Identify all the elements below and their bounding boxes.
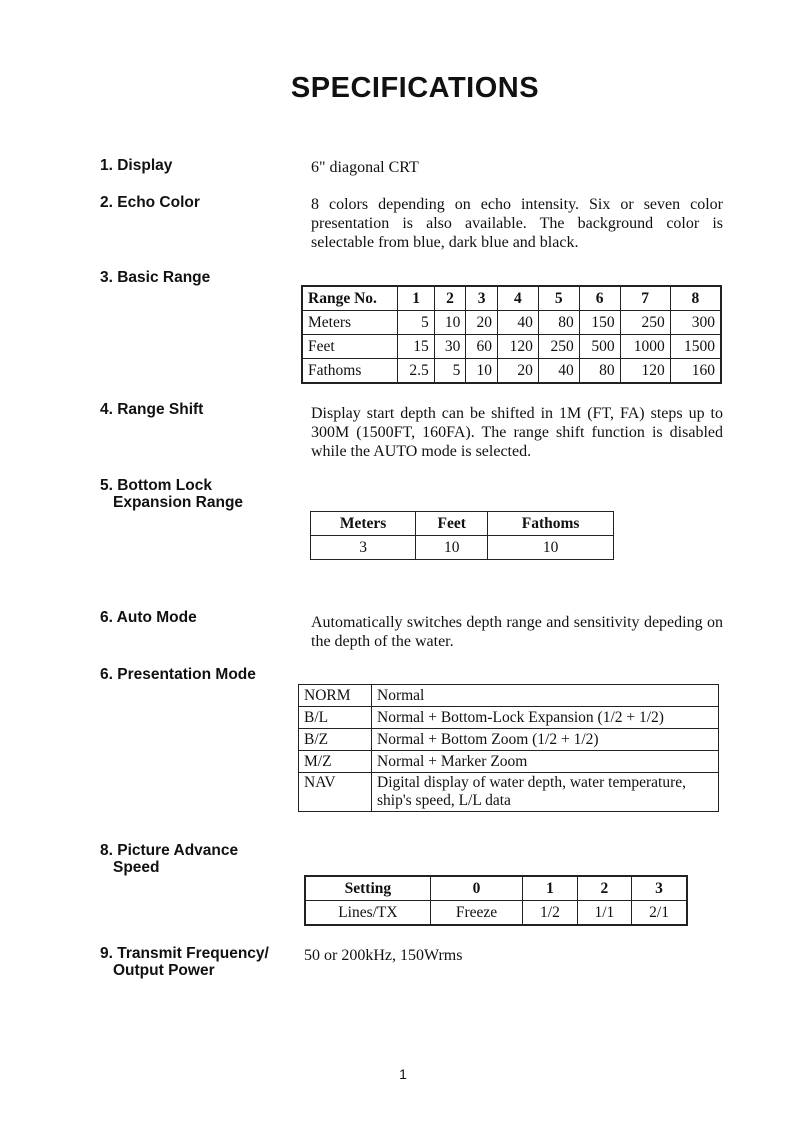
- table-cell: 2.5: [398, 359, 434, 384]
- table-cell: 120: [497, 335, 538, 359]
- table-cell: 1/1: [577, 901, 631, 926]
- table-cell: 5: [434, 359, 466, 384]
- table-cell: Normal + Marker Zoom: [372, 751, 719, 773]
- table-cell: 1: [398, 286, 434, 311]
- display-label: 1. Display: [100, 157, 173, 174]
- table-row: [311, 536, 614, 560]
- table-cell: Setting: [305, 876, 430, 901]
- table-cell: 2/1: [632, 901, 687, 926]
- transmit-label-line2: Output Power: [113, 962, 215, 979]
- table-cell: 80: [538, 311, 579, 335]
- bottom-lock-label: [100, 477, 243, 511]
- table-cell: Lines/TX: [305, 901, 430, 926]
- table-cell: 10: [434, 311, 466, 335]
- table-cell: 20: [466, 311, 498, 335]
- table-cell: 300: [670, 311, 721, 335]
- table-cell: 1000: [620, 335, 670, 359]
- table-row: [302, 335, 721, 359]
- picture-advance-table: [304, 875, 688, 926]
- table-cell: 5: [398, 311, 434, 335]
- table-cell: Feet: [416, 512, 488, 536]
- table-cell: Freeze: [430, 901, 522, 926]
- table-cell: 1500: [670, 335, 721, 359]
- table-cell: 7: [620, 286, 670, 311]
- echo-color-value: 8 colors depending on echo intensity. Six or seven color presentation is also available. The background color is selectable from blue, dark blue and black.: [311, 196, 723, 251]
- table-row: [311, 512, 614, 536]
- table-cell: Fathoms: [488, 512, 614, 536]
- auto-mode-value: Automatically switches depth range and sensitivity depeding on the depth of the water.: [311, 614, 723, 650]
- picture-advance-label-line1: 8. Picture Advance: [100, 842, 239, 859]
- table-cell: Meters: [302, 311, 398, 335]
- table-row: [299, 751, 719, 773]
- table-cell: NORM: [299, 685, 372, 707]
- table-cell: B/Z: [299, 729, 372, 751]
- table-cell: 60: [466, 335, 498, 359]
- table-row: [302, 311, 721, 335]
- range-shift-label: 4. Range Shift: [100, 401, 204, 418]
- table-cell: 80: [579, 359, 620, 384]
- table-cell: 3: [632, 876, 687, 901]
- table-row: [305, 901, 687, 926]
- table-cell: 250: [620, 311, 670, 335]
- table-cell: 15: [398, 335, 434, 359]
- table-row: [302, 359, 721, 384]
- table-row: [299, 729, 719, 751]
- table-cell: 40: [497, 311, 538, 335]
- table-cell: B/L: [299, 707, 372, 729]
- basic-range-label: 3. Basic Range: [100, 269, 211, 286]
- table-cell: Normal + Bottom-Lock Expansion (1/2 + 1/2): [372, 707, 719, 729]
- table-cell: 2: [577, 876, 631, 901]
- range-shift-value: Display start depth can be shifted in 1M (FT, FA) steps up to 300M (1500FT, 160FA). The range shift function is disabled while the AUTO mode is selected.: [311, 405, 723, 460]
- bottom-lock-table: [310, 511, 614, 560]
- table-cell: 10: [466, 359, 498, 384]
- table-cell: 3: [466, 286, 498, 311]
- table-cell: 250: [538, 335, 579, 359]
- display-value: 6" diagonal CRT: [311, 159, 419, 176]
- table-cell: 6: [579, 286, 620, 311]
- transmit-label-line1: 9. Transmit Frequency/: [100, 945, 269, 962]
- table-cell: 500: [579, 335, 620, 359]
- table-cell: Digital display of water depth, water temperature, ship's speed, L/L data: [372, 773, 719, 812]
- table-row: [299, 707, 719, 729]
- table-cell: 160: [670, 359, 721, 384]
- auto-mode-label: 6. Auto Mode: [100, 609, 197, 626]
- table-row: [299, 773, 719, 812]
- table-cell: 3: [311, 536, 416, 560]
- table-cell: 10: [488, 536, 614, 560]
- table-cell: 150: [579, 311, 620, 335]
- page-title: SPECIFICATIONS: [290, 72, 540, 104]
- table-row: [299, 685, 719, 707]
- table-cell: 20: [497, 359, 538, 384]
- bottom-lock-label-line2: Expansion Range: [113, 494, 244, 511]
- table-cell: 120: [620, 359, 670, 384]
- picture-advance-label: [100, 842, 238, 876]
- bottom-lock-label-line1: 5. Bottom Lock: [100, 477, 212, 494]
- picture-advance-label-line2: Speed: [113, 859, 160, 876]
- table-cell: Normal + Bottom Zoom (1/2 + 1/2): [372, 729, 719, 751]
- table-cell: 5: [538, 286, 579, 311]
- table-cell: M/Z: [299, 751, 372, 773]
- table-cell: 1/2: [523, 901, 577, 926]
- table-cell: 40: [538, 359, 579, 384]
- presentation-mode-table: [298, 684, 719, 812]
- table-cell: NAV: [299, 773, 372, 812]
- table-cell: 8: [670, 286, 721, 311]
- table-cell: Fathoms: [302, 359, 398, 384]
- basic-range-table: [301, 285, 722, 384]
- page-number: 1: [399, 1066, 407, 1082]
- table-cell: 1: [523, 876, 577, 901]
- table-cell: Normal: [372, 685, 719, 707]
- table-cell: 10: [416, 536, 488, 560]
- table-cell: 2: [434, 286, 466, 311]
- table-cell: Meters: [311, 512, 416, 536]
- transmit-value: 50 or 200kHz, 150Wrms: [304, 947, 463, 964]
- presentation-mode-label: 6. Presentation Mode: [100, 666, 256, 683]
- transmit-label: [100, 945, 269, 979]
- table-cell: 4: [497, 286, 538, 311]
- table-row: [305, 876, 687, 901]
- table-cell: 30: [434, 335, 466, 359]
- table-cell: 0: [430, 876, 522, 901]
- table-cell: Feet: [302, 335, 398, 359]
- echo-color-label: 2. Echo Color: [100, 194, 200, 211]
- range-table-header: [302, 286, 721, 311]
- table-cell: Range No.: [302, 286, 398, 311]
